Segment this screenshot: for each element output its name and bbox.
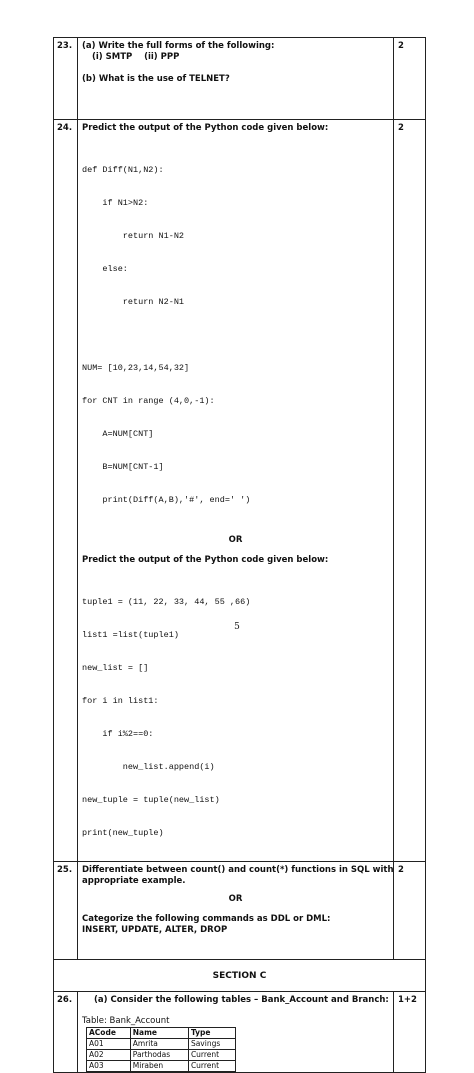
code-line: if i%2==0:	[82, 729, 154, 739]
question-row-26	[54, 992, 426, 1073]
table-row	[87, 1039, 236, 1050]
q23-part-b: (b) What is the use of TELNET?	[82, 74, 230, 84]
or-separator: OR	[228, 535, 243, 545]
question-number: 25.	[54, 862, 78, 960]
question-body	[78, 38, 394, 120]
section-row	[54, 960, 426, 992]
question-number: 23.	[54, 38, 78, 120]
q25-line: appropriate example.	[82, 876, 186, 886]
code-line: A=NUM[CNT]	[82, 429, 154, 439]
question-table	[53, 37, 426, 1073]
table-cell: Savings	[188, 1039, 235, 1050]
table-cell: Current	[188, 1061, 235, 1072]
q25-line: INSERT, UPDATE, ALTER, DROP	[82, 925, 228, 935]
table-row	[87, 1050, 236, 1061]
code-block-2	[82, 575, 389, 861]
column-header: Type	[188, 1028, 235, 1039]
code-line: B=NUM[CNT-1]	[82, 462, 164, 472]
q24-intro: Predict the output of the Python code given below:	[82, 123, 329, 133]
table-cell: Current	[188, 1050, 235, 1061]
table-cell: A01	[87, 1039, 131, 1050]
code-line: else:	[82, 264, 128, 274]
question-number: 26.	[54, 992, 78, 1073]
question-body	[78, 120, 394, 862]
code-line: list1 =list(tuple1)	[82, 630, 179, 640]
code-line: tuple1 = (11, 22, 33, 44, 55 ,66)	[82, 597, 251, 607]
column-header: Name	[130, 1028, 188, 1039]
q26-intro: (a) Consider the following tables – Bank_Account and Branch:	[94, 995, 389, 1005]
table-cell: Amrita	[130, 1039, 188, 1050]
code-line: if N1>N2:	[82, 198, 149, 208]
code-line: return N2-N1	[82, 297, 185, 307]
question-marks: 2	[394, 862, 426, 960]
table-cell: A02	[87, 1050, 131, 1061]
code-line: new_list.append(i)	[82, 762, 215, 772]
q25-line: Categorize the following commands as DDL or DML:	[82, 914, 331, 924]
or-separator: OR	[228, 894, 243, 904]
table-row	[87, 1061, 236, 1072]
bank-account-table	[86, 1027, 236, 1072]
question-marks: 1+2	[394, 992, 426, 1073]
question-body	[78, 862, 394, 960]
question-row-25	[54, 862, 426, 960]
table-header-row	[87, 1028, 236, 1039]
code-line: for i in list1:	[82, 696, 159, 706]
table-cell: Miraben	[130, 1061, 188, 1072]
q23-part-a-items: (i) SMTP (ii) PPP	[92, 52, 180, 62]
question-body	[78, 992, 394, 1073]
code-line: for CNT in range (4,0,-1):	[82, 396, 215, 406]
code-line	[82, 330, 389, 341]
code-line: print(Diff(A,B),'#', end=' ')	[82, 495, 251, 505]
code-block-1	[82, 143, 389, 528]
table-cell: A03	[87, 1061, 131, 1072]
code-line: return N1-N2	[82, 231, 185, 241]
q25-line: Differentiate between count() and count(*) functions in SQL with	[82, 865, 394, 875]
q24-intro-alt: Predict the output of the Python code given below:	[82, 555, 329, 565]
question-row-24	[54, 120, 426, 862]
section-heading: SECTION C	[54, 960, 426, 992]
code-line: def Diff(N1,N2):	[82, 165, 164, 175]
question-marks: 2	[394, 38, 426, 120]
code-line: new_tuple = tuple(new_list)	[82, 795, 220, 805]
table-caption: Table: Bank_Account	[82, 1016, 170, 1026]
code-line: new_list = []	[82, 663, 149, 673]
code-line: NUM= [10,23,14,54,32]	[82, 363, 190, 373]
page-number: 5	[234, 622, 240, 632]
table-cell: Parthodas	[130, 1050, 188, 1061]
question-row-23	[54, 38, 426, 120]
question-marks: 2	[394, 120, 426, 862]
question-number: 24.	[54, 120, 78, 862]
column-header: ACode	[87, 1028, 131, 1039]
code-line: print(new_tuple)	[82, 828, 164, 838]
q23-part-a: (a) Write the full forms of the following:	[82, 41, 275, 51]
